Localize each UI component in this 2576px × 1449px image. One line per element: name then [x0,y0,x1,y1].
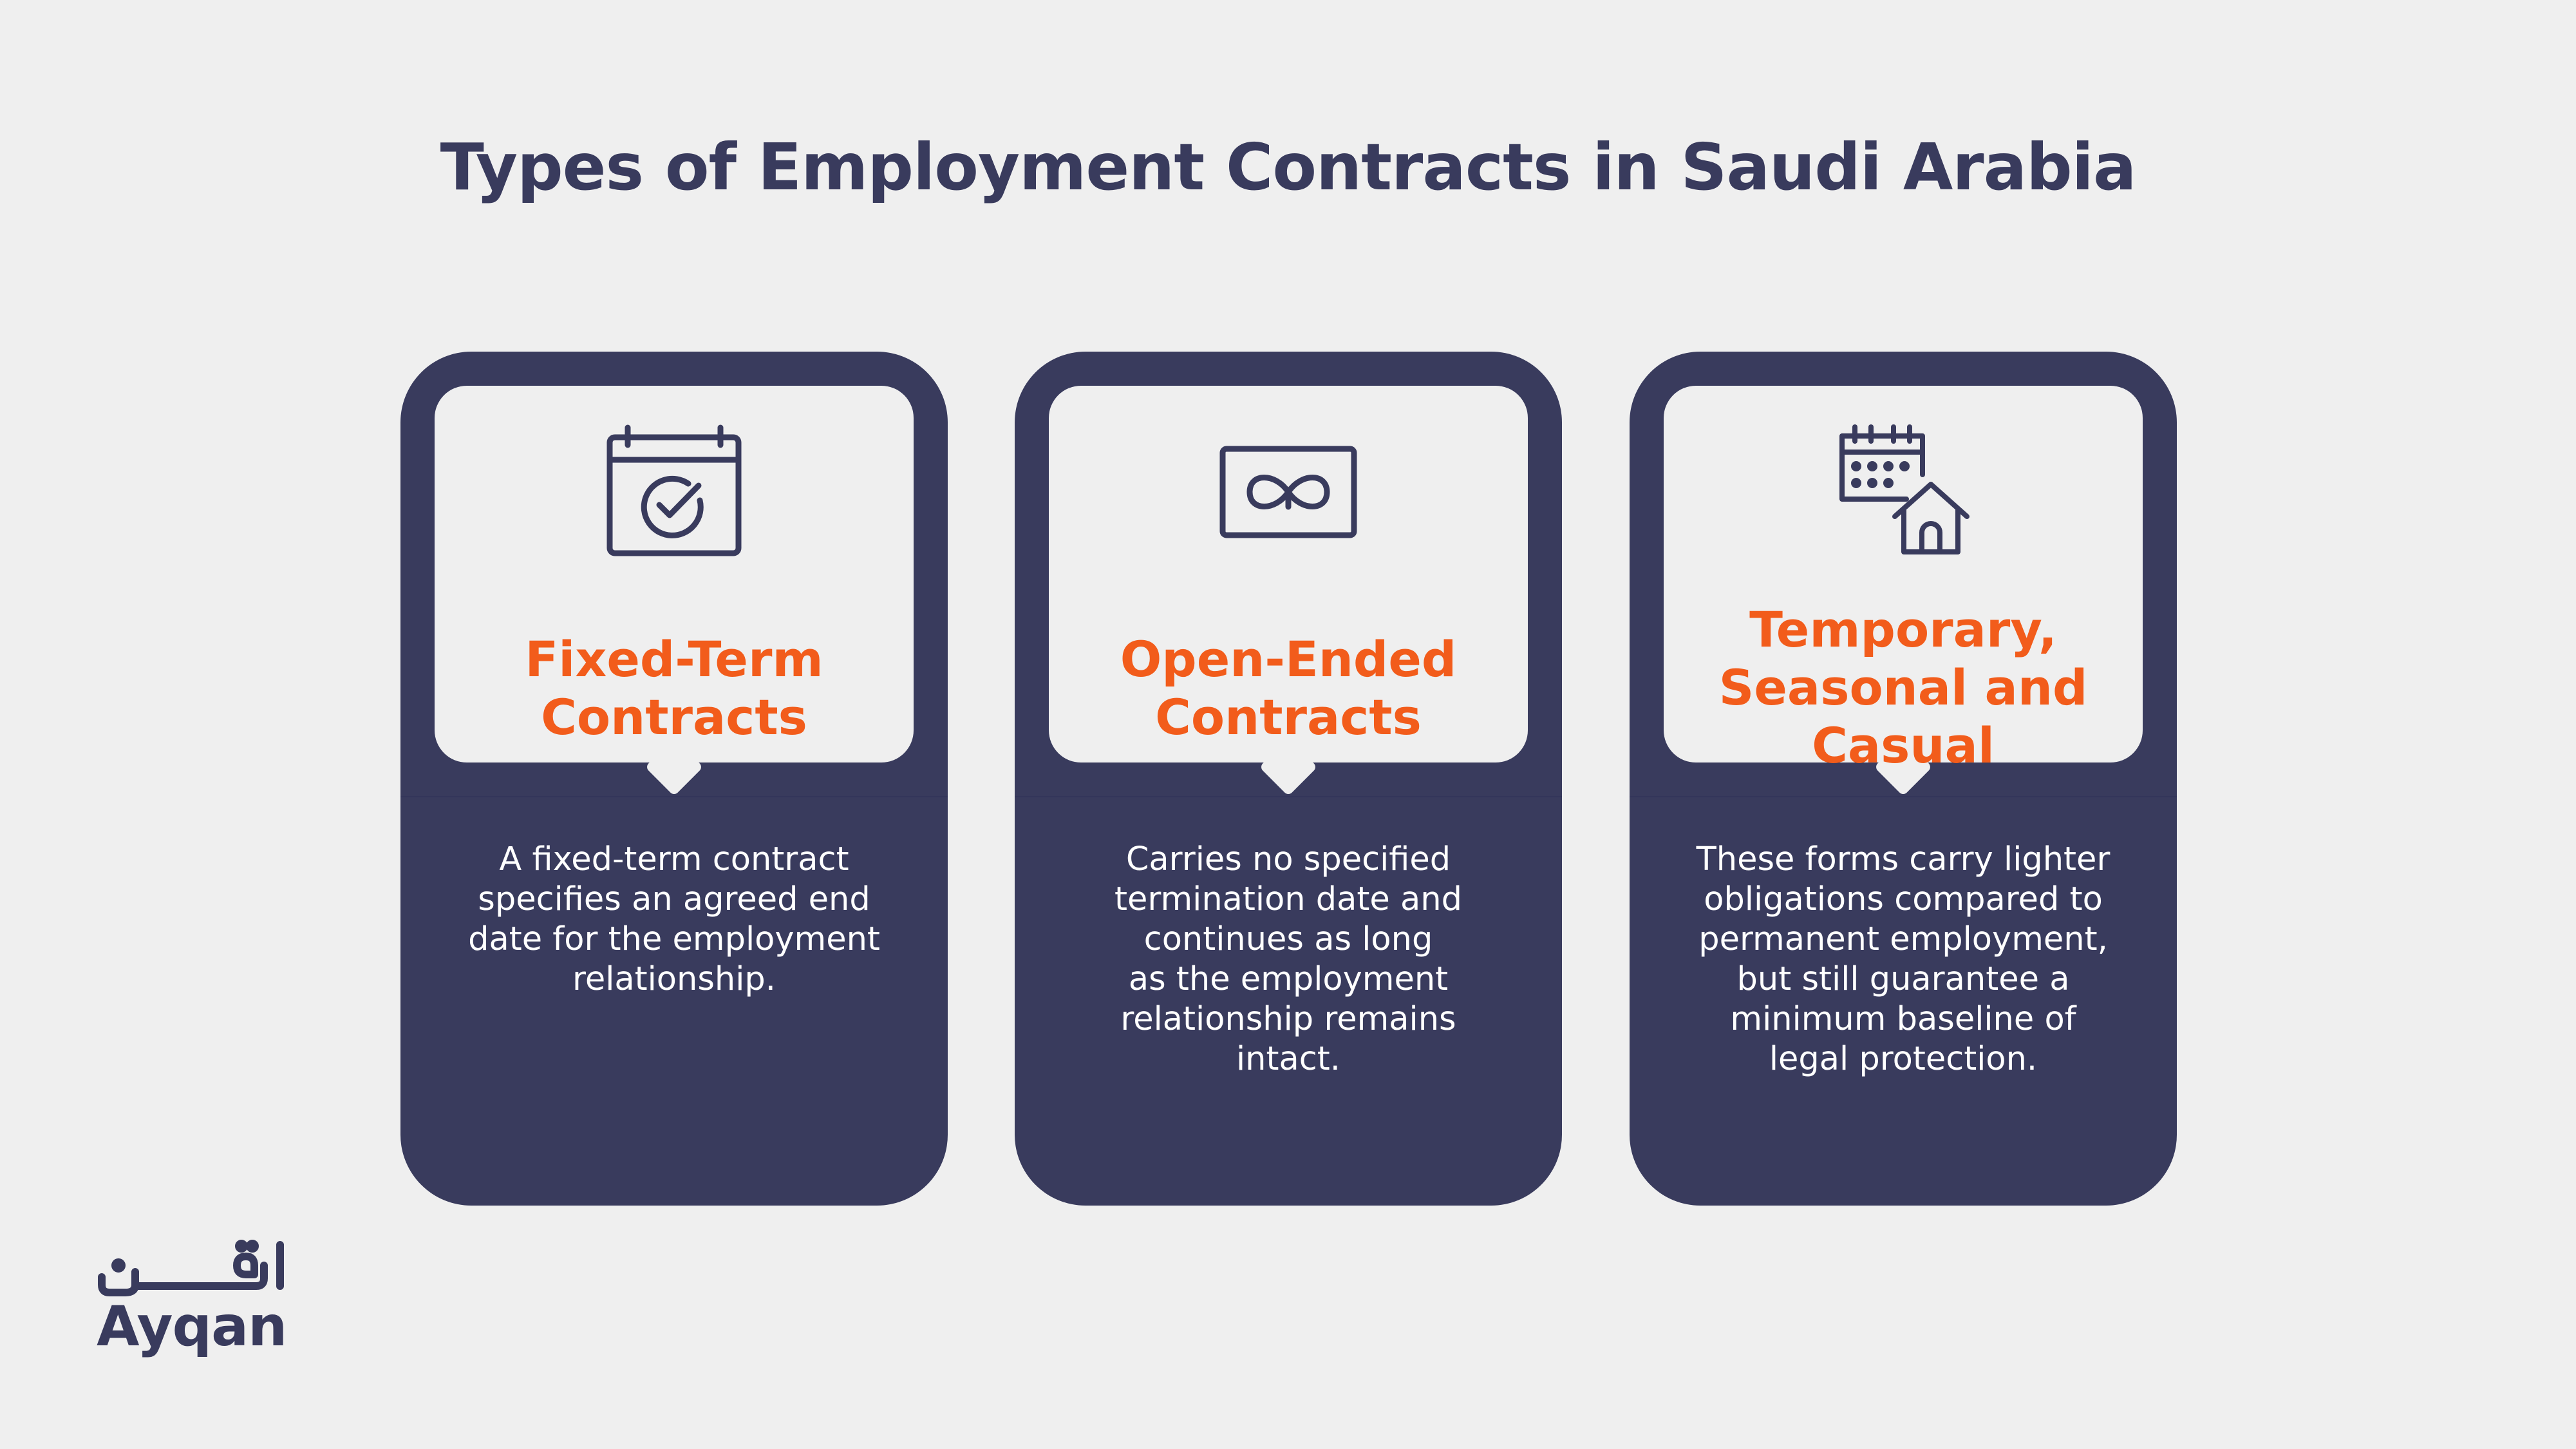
card-description-line: termination date and [1114,880,1462,918]
card-description [439,840,909,999]
infinity-ticket-icon [1049,444,1528,540]
card-header [435,386,914,762]
card-description-line: specifies an agreed end [478,880,870,918]
card-description-line: relationship. [572,960,776,998]
card-description-line: Carries no specified [1125,840,1451,878]
contract-card-temporary-seasonal-casual [1630,352,2177,1206]
card-header [1049,386,1528,762]
card-title-line: Casual [1812,717,1995,774]
card-description-line: minimum baseline of [1730,1000,2076,1038]
card-title-line: Open-Ended [1120,630,1457,688]
contract-card-open-ended [1015,352,1562,1206]
card-description-line: obligations compared to [1704,880,2103,918]
card-description-line: date for the employment [468,920,880,958]
contract-card-fixed-term [400,352,948,1206]
card-description-line: permanent employment, [1698,920,2108,958]
card-title-line: Fixed-Term [525,630,823,688]
card-title-line: Contracts [541,688,807,746]
card-title-line: Temporary, [1749,601,2057,658]
card-title-line: Contracts [1155,688,1422,746]
card-header-pointer [1259,738,1318,797]
card-header-pointer [645,738,704,797]
card-description-line: A fixed-term contract [499,840,849,878]
card-title [1677,601,2130,775]
card-title-line: Seasonal and [1718,659,2088,716]
card-divider [1630,796,2177,797]
page-title: Types of Employment Contracts in Saudi Arabia [440,129,2136,205]
card-description-line: intact. [1236,1040,1340,1078]
card-description-line: legal protection. [1769,1040,2038,1078]
card-title [1062,630,1515,746]
card-description-line: continues as long [1143,920,1433,958]
ayqan-logo-text: Ayqan [97,1294,287,1359]
card-description [1668,840,2138,1079]
card-description-line: as the employment [1128,960,1449,998]
card-header [1664,386,2143,774]
card-title [447,630,901,746]
card-description-line: but still guarantee a [1736,960,2070,998]
calendar-house-icon [1664,423,2143,558]
card-divider [1015,796,1562,797]
card-description-line: These forms carry lighter [1696,840,2111,878]
card-description [1053,840,1523,1079]
card-description-line: relationship remains [1120,1000,1456,1038]
calendar-check-icon [435,424,914,560]
card-divider [400,796,948,797]
